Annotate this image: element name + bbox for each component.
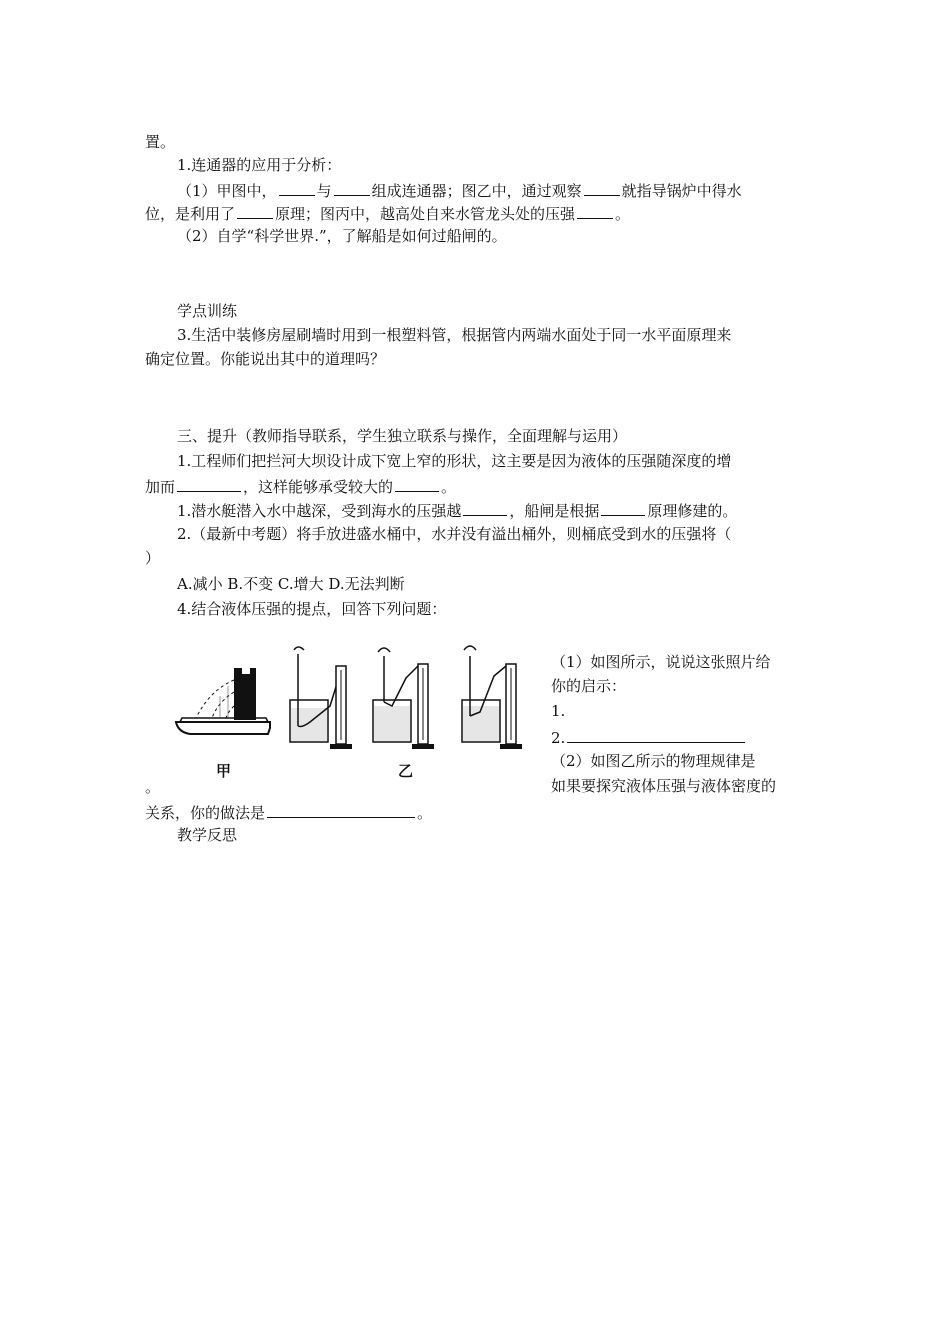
text-line (145, 475, 810, 497)
answer-blank[interactable] (334, 179, 370, 196)
figure-label-jia: 甲 (216, 762, 232, 780)
pressure-figure (170, 636, 538, 786)
text-line (145, 801, 810, 823)
side-text-line: 1. (551, 702, 566, 720)
text-line (177, 179, 810, 201)
answer-blank[interactable] (584, 179, 620, 196)
text-span: 关系，你的做法是 (145, 804, 266, 822)
answer-blank[interactable] (395, 475, 439, 492)
section-heading: 教学反思 (177, 826, 238, 844)
text-span: 。 (417, 804, 433, 822)
text-line: ） (145, 549, 161, 567)
text-span: ，船闸是根据 (509, 502, 600, 520)
text-line: 。 (145, 778, 161, 796)
text-span: 加而 (145, 478, 176, 496)
text-line: 2.（最新中考题）将手放进盛水桶中，水并没有溢出桶外，则桶底受到水的压强将（ (177, 525, 732, 543)
text-line (145, 202, 810, 224)
answer-blank[interactable] (279, 179, 315, 196)
side-text-line (551, 726, 811, 748)
answer-blank[interactable] (601, 499, 645, 516)
side-text-line: 如果要探究液体压强与液体密度的 (551, 777, 777, 795)
text-line: 确定位置。你能说出其中的道理吗？ (145, 350, 386, 368)
text-line: 4.结合液体压强的提点，回答下列问题： (177, 600, 447, 618)
answer-blank[interactable] (267, 801, 415, 818)
side-text-line: （2）如图乙所示的物理规律是 (551, 752, 756, 770)
text-span: 就指导锅炉中得水 (621, 182, 742, 200)
text-line (177, 499, 810, 521)
text-span: 1.潜水艇潜入水中越深，受到海水的压强越 (177, 502, 462, 520)
text-line: 1.工程师们把拦河大坝设计成下宽上窄的形状，这主要是因为液体的压强随深度的增 (177, 452, 732, 470)
figure-label-yi: 乙 (398, 762, 414, 780)
side-text-line: （1）如图所示，说说这张照片给 (551, 653, 771, 671)
answer-blank[interactable] (463, 499, 507, 516)
section-heading: 学点训练 (177, 302, 238, 320)
text-span: 。 (441, 478, 457, 496)
answer-blank[interactable] (577, 202, 613, 219)
text-span: 组成连通器；图乙中，通过观察 (371, 182, 582, 200)
answer-blank[interactable] (177, 475, 241, 492)
text-span: 。 (615, 205, 631, 223)
dam-container-drawing (176, 666, 270, 734)
text-span: 位，是利用了 (145, 205, 236, 223)
text-span: 与 (316, 182, 332, 200)
answer-blank[interactable] (237, 202, 273, 219)
text-line: 置。 (145, 133, 176, 151)
text-line: （2）自学“科学世界.”，了解船是如何过船闸的。 (177, 227, 507, 245)
text-span: 2. (551, 729, 566, 747)
section-heading: 三、提升（教师指导联系，学生独立联系与操作，全面理解与运用） (177, 427, 628, 445)
text-span: （1）甲图中， (177, 182, 277, 200)
text-line: 3.生活中装修房屋刷墙时用到一根塑料管，根据管内两端水面处于同一水平面原理来 (177, 326, 732, 344)
text-line: 1.连通器的应用于分析： (177, 156, 342, 174)
pressure-gauge-drawings (290, 646, 522, 749)
text-span: ，这样能够承受较大的 (243, 478, 394, 496)
text-span: 原理修建的。 (647, 502, 738, 520)
answer-blank[interactable] (567, 726, 745, 743)
text-span: 原理；图丙中，越高处自来水管龙头处的压强 (275, 205, 576, 223)
answer-options: A.减小 B.不变 C.增大 D.无法判断 (177, 575, 405, 593)
side-text-line: 你的启示： (551, 677, 627, 695)
